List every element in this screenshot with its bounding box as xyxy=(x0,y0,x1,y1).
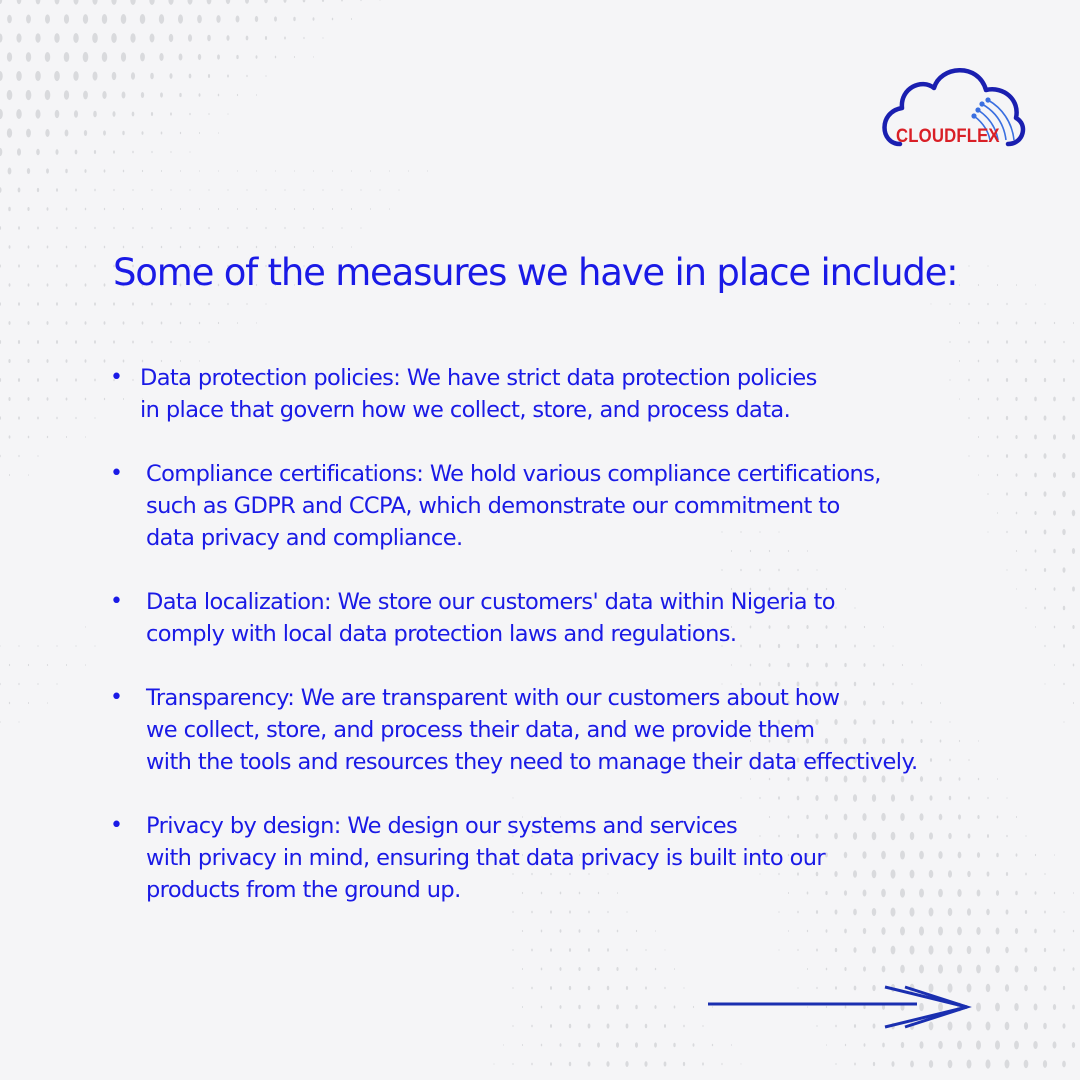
list-item-text-line: with privacy in mind, ensuring that data privacy is built into our xyxy=(146,845,826,871)
list-item-text-line: Compliance certifications: We hold various compliance certifications, xyxy=(146,461,881,487)
bullet-icon: • xyxy=(110,461,123,486)
bullet-icon: • xyxy=(110,813,123,838)
list-item-text-line: comply with local data protection laws and regulations. xyxy=(146,621,737,647)
list-item-text-line: Data localization: We store our customers' data within Nigeria to xyxy=(146,589,835,615)
list-item-text-line: Privacy by design: We design our systems and services xyxy=(146,813,738,839)
bullet-icon: • xyxy=(110,365,123,390)
list-item-text-line: data privacy and compliance. xyxy=(146,525,463,551)
list-item-text-line: such as GDPR and CCPA, which demonstrate our commitment to xyxy=(146,493,840,519)
list-item-text-line: Transparency: We are transparent with our customers about how xyxy=(146,685,840,711)
list-item-text-line: products from the ground up. xyxy=(146,877,461,903)
logo-wordmark: CLOUDFLEX xyxy=(896,126,1000,147)
list-item-text-line: Data protection policies: We have strict data protection policies xyxy=(140,365,817,391)
list-item-text-line: with the tools and resources they need to manage their data effectively. xyxy=(146,749,918,775)
list-item-text-line: we collect, store, and process their data, and we provide them xyxy=(146,717,815,743)
bullet-icon: • xyxy=(110,589,123,614)
page-title: Some of the measures we have in place include: xyxy=(113,251,958,294)
list-item-text-line: in place that govern how we collect, store, and process data. xyxy=(140,397,791,423)
double-arrow-right-icon[interactable] xyxy=(705,985,975,1029)
bullet-icon: • xyxy=(110,685,123,710)
